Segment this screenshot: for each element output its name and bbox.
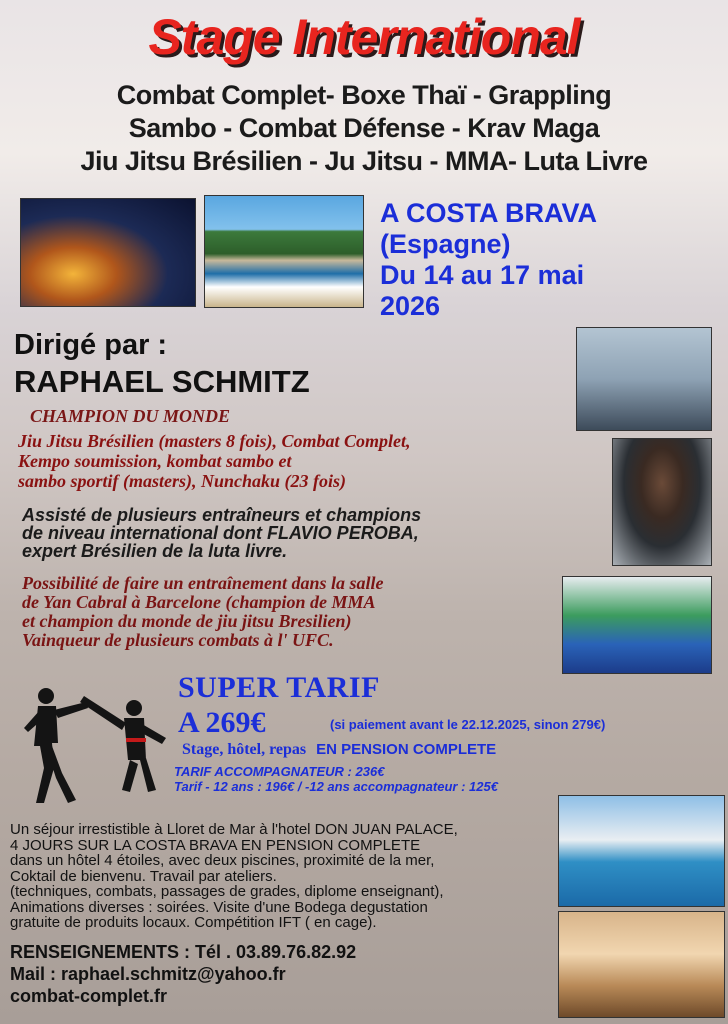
stage-includes: [182, 741, 496, 759]
beach-castle-photo: [204, 195, 364, 308]
titles-line-1: Jiu Jitsu Brésilien (masters 8 fois), Combat Complet,: [18, 431, 411, 451]
possibility-line-4: Vainqueur de plusieurs combats à l' UFC.: [22, 630, 334, 650]
stage-includes-text: Stage, hôtel, repas: [182, 741, 307, 758]
sejour-line-3: dans un hôtel 4 étoiles, avec deux piscines, proximité de la mer,: [10, 852, 435, 869]
child-price: Tarif - 12 ans : 196€ / -12 ans accompagnateur : 125€: [174, 779, 498, 794]
location-year: 2026: [380, 291, 441, 321]
hotel-pool-photo: [558, 795, 725, 907]
poster-title: Stage International: [148, 9, 580, 65]
contact-website[interactable]: combat-complet.fr: [10, 986, 168, 1006]
sejour-line-5: (techniques, combats, passages de grades, diplome enseignant),: [10, 883, 444, 900]
hotel-hall-photo: [558, 911, 725, 1018]
location-block: [380, 198, 720, 322]
sejour-line-7: gratuite de produits locaux. Compétition IFT ( en cage).: [10, 914, 377, 931]
director-name: RAPHAEL SCHMITZ: [14, 364, 310, 399]
sejour-description: [10, 822, 555, 931]
possibility-line-3: et champion du monde de jiu jitsu Bresilien): [22, 611, 352, 631]
disciplines-line-3: Jiu Jitsu Brésilien - Ju Jitsu - MMA- Luta Livre: [80, 146, 648, 176]
disciplines-line-1: Combat Complet- Boxe Thaï - Grappling: [116, 80, 612, 110]
sejour-line-2: 4 JOURS SUR LA COSTA BRAVA EN PENSION COMPLETE: [10, 836, 421, 854]
grappling-photo: [562, 576, 712, 674]
night-bay-photo: [20, 198, 196, 307]
fighters-illustration: [6, 668, 174, 808]
location-line-2: (Espagne): [380, 229, 511, 259]
possibility-line-2: de Yan Cabral à Barcelone (champion de MMA: [22, 592, 376, 612]
super-tarif-heading: SUPER TARIF: [178, 671, 380, 704]
champion-titles: [18, 431, 578, 491]
price-value: A 269€: [178, 706, 266, 739]
coach-portrait-photo: [612, 438, 712, 566]
disciplines-line-2: Sambo - Combat Défense - Krav Maga: [128, 113, 600, 143]
assist-line-2: de niveau international dont FLAVIO PEROBA,: [22, 523, 419, 543]
sejour-line-6: Animations diverses : soirées. Visite d'une Bodega degustation: [10, 898, 428, 916]
sejour-line-4: Coktail de bienvenu. Travail par ateliers.: [10, 867, 277, 885]
assist-line-1: Assisté de plusieurs entraîneurs et champions: [22, 505, 422, 525]
titles-line-2: Kempo soumission, kombat sambo et: [18, 451, 292, 471]
titles-line-3: sambo sportif (masters), Nunchaku (23 fois): [18, 471, 347, 491]
possibility-text: [22, 574, 562, 650]
contact-email[interactable]: Mail : raphael.schmitz@yahoo.fr: [10, 964, 286, 984]
contact-phone: RENSEIGNEMENTS : Tél . 03.89.76.82.92: [10, 942, 357, 962]
assist-text: [22, 506, 582, 560]
price-note: (si paiement avant le 22.12.2025, sinon 279€): [330, 717, 606, 732]
champion-label: CHAMPION DU MONDE: [30, 406, 231, 426]
gym-cage-photo: [576, 327, 712, 431]
location-dates: Du 14 au 17 mai: [380, 260, 585, 290]
sejour-line-1: Un séjour irrestistible à Lloret de Mar à l'hotel DON JUAN PALACE,: [10, 821, 458, 838]
director-label: Dirigé par :: [14, 329, 168, 361]
fighters-svg: [6, 668, 174, 808]
accompagnateur-price: TARIF ACCOMPAGNATEUR : 236€: [174, 764, 385, 779]
possibility-line-1: Possibilité de faire un entraînement dans la salle: [22, 573, 384, 593]
pension-complete: EN PENSION COMPLETE: [316, 741, 497, 758]
assist-line-3: expert Brésilien de la luta livre.: [22, 541, 288, 561]
location-line-1: A COSTA BRAVA: [380, 198, 597, 228]
